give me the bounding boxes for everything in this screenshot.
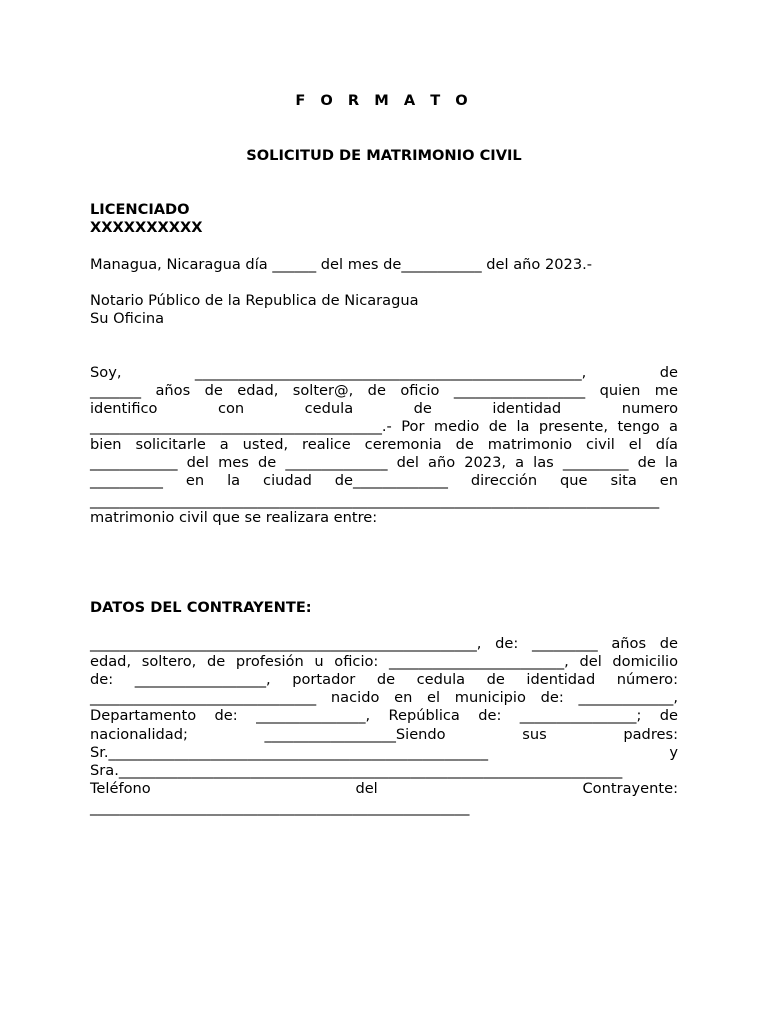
addressee-title: LICENCIADO (90, 201, 190, 218)
contrayente-line: Teléfono del Contrayente: (90, 780, 678, 797)
body-line: ____________ del mes de ______________ del año 2023, a las _________ de la (90, 454, 678, 471)
contrayente-line: _______________________________ nacido en el municipio de: _____________, (90, 689, 678, 706)
contrayente-line: Sr.____________________________________________________ y (90, 744, 678, 761)
contrayente-line: Departamento de: _______________, República de: ________________; de (90, 707, 678, 724)
formato-title: F O R M A T O (295, 92, 473, 109)
body-line: ________________________________________.- Por medio de la presente, tengo a (90, 418, 678, 435)
notary-line: Notario Público de la Republica de Nicaragua (90, 292, 419, 309)
contrayente-line: ____________________________________________________ (90, 799, 470, 816)
section-title: DATOS DEL CONTRAYENTE: (90, 599, 312, 616)
body-line: matrimonio civil que se realizara entre: (90, 509, 378, 526)
document-title: SOLICITUD DE MATRIMONIO CIVIL (246, 147, 522, 164)
body-line: identifico con cedula de identidad numero (90, 400, 678, 417)
contrayente-line: nacionalidad; __________________Siendo sus padres: (90, 726, 678, 743)
contrayente-line: de: __________________, portador de cedula de identidad número: (90, 671, 678, 688)
body-line: __________ en la ciudad de_____________ dirección que sita en (90, 472, 678, 489)
body-line: ______________________________________________________________________________ (90, 492, 660, 509)
body-line: _______ años de edad, solter@, de oficio __________________ quien me (90, 382, 678, 399)
contrayente-line: edad, soltero, de profesión u oficio: ________________________, del domicilio (90, 653, 678, 670)
contrayente-line: Sra._____________________________________________________________________ (90, 762, 623, 779)
office-line: Su Oficina (90, 310, 165, 327)
body-line: Soy, _____________________________________________________, de (90, 364, 678, 381)
body-line: bien solicitarle a usted, realice ceremonia de matrimonio civil el día (90, 436, 678, 453)
addressee-name: XXXXXXXXXX (90, 219, 203, 236)
date-line: Managua, Nicaragua día ______ del mes de___________ del año 2023.- (90, 256, 593, 273)
contrayente-line: _____________________________________________________, de: _________ años de (90, 635, 678, 652)
